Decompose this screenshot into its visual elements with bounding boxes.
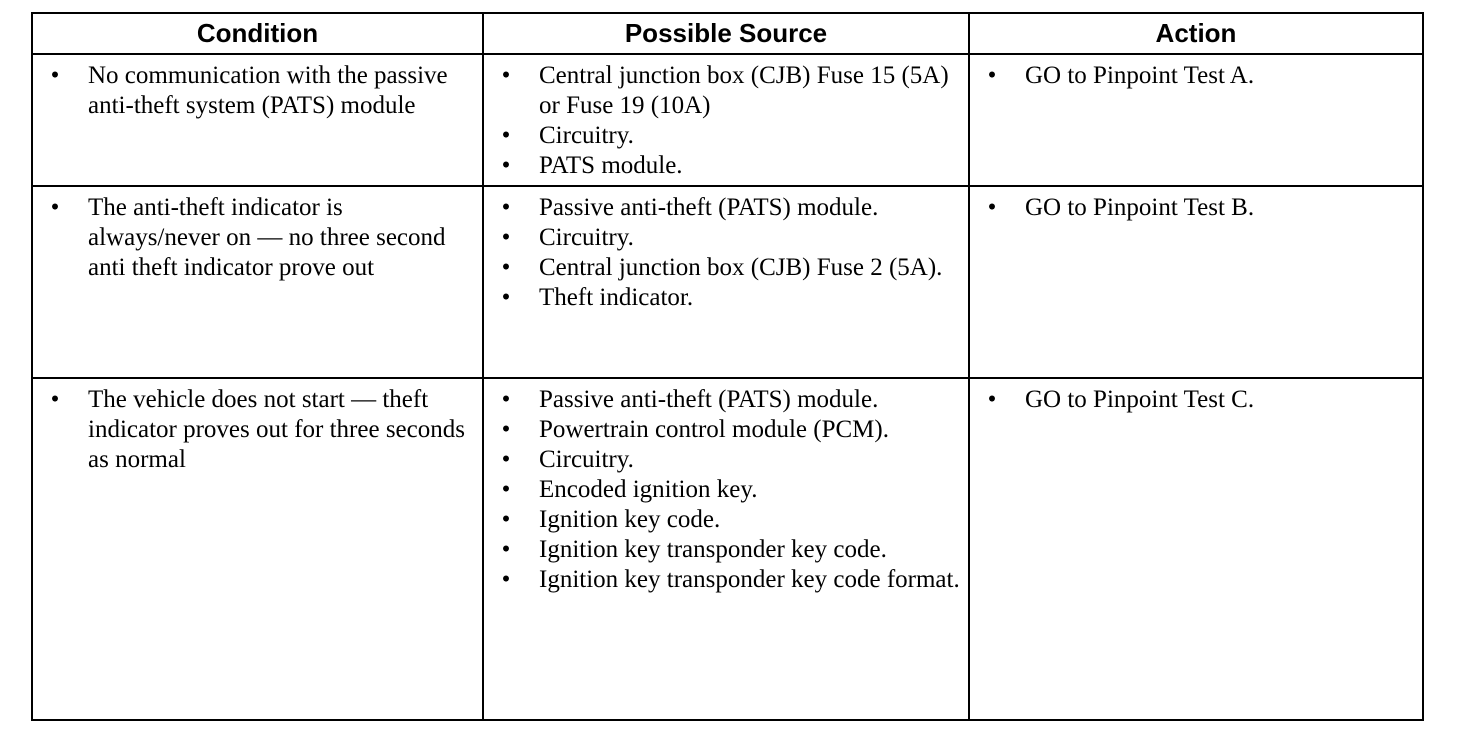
header-row (32, 13, 1423, 54)
source-item (496, 283, 960, 313)
bullet-icon: • (501, 416, 511, 443)
source-item (496, 385, 960, 415)
source-text: Ignition key transponder key code format. (539, 566, 960, 593)
header-possible-source: Possible Source (483, 13, 969, 54)
diagnosis-table (31, 12, 1424, 721)
condition-item (45, 61, 474, 121)
condition-cell (32, 378, 483, 720)
bullet-icon: • (501, 506, 511, 533)
source-text: Circuitry. (539, 224, 634, 251)
source-item (496, 475, 960, 505)
bullet-icon: • (501, 152, 511, 179)
table-row (32, 186, 1423, 378)
bullet-icon: • (50, 194, 60, 221)
source-text: PATS module. (539, 152, 683, 179)
action-text: GO to Pinpoint Test B. (1025, 194, 1255, 221)
source-text: Encoded ignition key. (539, 476, 758, 503)
source-text: Powertrain control module (PCM). (539, 416, 889, 443)
action-item (982, 385, 1414, 415)
source-cell (483, 378, 969, 720)
source-item (496, 445, 960, 475)
source-text: Passive anti-theft (PATS) module. (539, 386, 879, 413)
bullet-icon: • (987, 194, 997, 221)
source-item (496, 121, 960, 151)
bullet-icon: • (501, 254, 511, 281)
bullet-icon: • (501, 536, 511, 563)
bullet-icon: • (50, 62, 60, 89)
source-text: Ignition key code. (539, 506, 721, 533)
source-text: Central junction box (CJB) Fuse 2 (5A). (539, 254, 943, 281)
condition-cell (32, 186, 483, 378)
source-item (496, 505, 960, 535)
action-text: GO to Pinpoint Test A. (1025, 62, 1255, 89)
bullet-icon: • (987, 386, 997, 413)
action-item (982, 193, 1414, 223)
condition-text: The anti-theft indicator is always/never on — no three second anti theft indicator prove out (88, 194, 446, 281)
bullet-icon: • (501, 476, 511, 503)
action-cell (969, 186, 1423, 378)
source-text: Theft indicator. (539, 284, 694, 311)
bullet-icon: • (501, 62, 511, 89)
bullet-icon: • (987, 62, 997, 89)
source-text: Central junction box (CJB) Fuse 15 (5A) or Fuse 19 (10A) (539, 62, 949, 119)
action-cell (969, 54, 1423, 186)
source-cell (483, 54, 969, 186)
bullet-icon: • (501, 284, 511, 311)
bullet-icon: • (501, 446, 511, 473)
header-condition: Condition (32, 13, 483, 54)
action-item (982, 61, 1414, 91)
bullet-icon: • (50, 386, 60, 413)
bullet-icon: • (501, 194, 511, 221)
bullet-icon: • (501, 566, 511, 593)
condition-text: The vehicle does not start — theft indicator proves out for three seconds as normal (88, 386, 465, 473)
source-text: Circuitry. (539, 446, 634, 473)
source-text: Ignition key transponder key code. (539, 536, 887, 563)
source-item (496, 535, 960, 565)
source-item (496, 61, 960, 121)
condition-cell (32, 54, 483, 186)
condition-item (45, 385, 474, 475)
source-item (496, 223, 960, 253)
source-item (496, 253, 960, 283)
bullet-icon: • (501, 122, 511, 149)
source-item (496, 565, 960, 595)
bullet-icon: • (501, 224, 511, 251)
table-row (32, 54, 1423, 186)
source-item (496, 415, 960, 445)
source-item (496, 151, 960, 181)
action-cell (969, 378, 1423, 720)
bullet-icon: • (501, 386, 511, 413)
table-row (32, 378, 1423, 720)
source-text: Passive anti-theft (PATS) module. (539, 194, 879, 221)
source-text: Circuitry. (539, 122, 634, 149)
condition-text: No communication with the passive anti-theft system (PATS) module (88, 62, 448, 119)
action-text: GO to Pinpoint Test C. (1025, 386, 1255, 413)
source-cell (483, 186, 969, 378)
source-item (496, 193, 960, 223)
header-action: Action (969, 13, 1423, 54)
condition-item (45, 193, 474, 283)
